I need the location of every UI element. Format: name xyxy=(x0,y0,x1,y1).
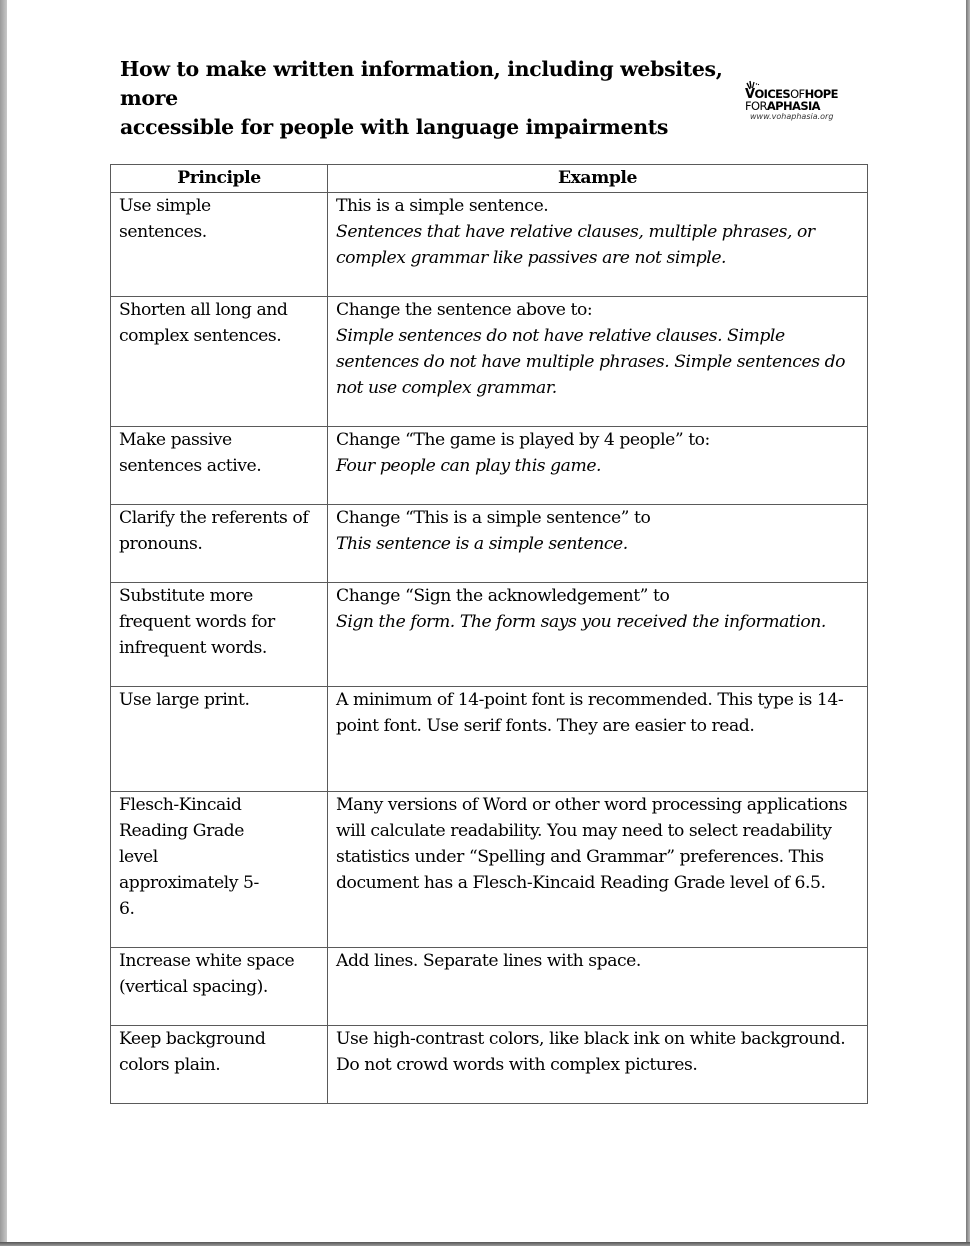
table-row xyxy=(111,1026,868,1104)
table-row xyxy=(111,193,868,297)
example-italic-text: Sign the form. The form says you received the information. xyxy=(336,612,826,632)
table-row xyxy=(111,792,868,948)
column-header-example: Example xyxy=(328,165,868,193)
example-plain-text: A minimum of 14-point font is recommended. This type is 14-point font. Use serif fonts. They are easier to read. xyxy=(336,690,844,736)
example-plain-text: This is a simple sentence. xyxy=(336,196,549,216)
example-cell xyxy=(328,193,868,297)
example-plain-text: Change “The game is played by 4 people” to: xyxy=(336,430,710,450)
table-row xyxy=(111,427,868,505)
principle-cell: Shorten all long and complex sentences. xyxy=(111,297,328,427)
principle-cell: Clarify the referents of pronouns. xyxy=(111,505,328,583)
example-cell xyxy=(328,1026,868,1104)
principle-cell: Flesch-Kincaid Reading Grade level approximately 5-6. xyxy=(111,792,328,948)
page-title xyxy=(120,55,760,142)
example-italic-text: Four people can play this game. xyxy=(336,456,602,476)
example-italic-text: Simple sentences do not have relative clauses. Simple sentences do not have multiple phrases. Simple sentences do not use complex grammar. xyxy=(336,326,846,398)
table-row xyxy=(111,297,868,427)
table-row xyxy=(111,687,868,792)
example-italic-text: This sentence is a simple sentence. xyxy=(336,534,628,554)
logo-line-2: FORAPHASIA xyxy=(745,99,820,113)
example-italic-text: Sentences that have relative clauses, multiple phrases, or complex grammar like passives are not simple. xyxy=(336,222,815,268)
example-cell xyxy=(328,687,868,792)
example-cell xyxy=(328,792,868,948)
page-bottom-edge xyxy=(0,1242,970,1246)
principle-cell: Increase white space (vertical spacing). xyxy=(111,948,328,1026)
example-plain-text: Change “This is a simple sentence” to xyxy=(336,508,651,528)
example-cell xyxy=(328,297,868,427)
example-plain-text: Change “Sign the acknowledgement” to xyxy=(336,586,670,606)
column-header-principle: Principle xyxy=(111,165,328,193)
principles-table xyxy=(110,164,868,1104)
title-line-1: How to make written information, including websites, more xyxy=(120,57,723,110)
example-plain-text: Add lines. Separate lines with space. xyxy=(336,951,641,971)
logo-line-1: VOICESOFHOPE xyxy=(745,87,838,102)
logo-url: www.vohaphasia.org xyxy=(750,112,834,121)
principle-cell: Use large print. xyxy=(111,687,328,792)
example-cell xyxy=(328,583,868,687)
title-line-2: accessible for people with language impairments xyxy=(120,115,669,139)
table-header-row xyxy=(111,165,868,193)
table-row xyxy=(111,505,868,583)
example-plain-text: Change the sentence above to: xyxy=(336,300,593,320)
example-plain-text: Use high-contrast colors, like black ink on white background. Do not crowd words with complex pictures. xyxy=(336,1029,846,1075)
page-left-edge xyxy=(0,0,7,1246)
example-cell xyxy=(328,948,868,1026)
example-cell xyxy=(328,427,868,505)
page-right-edge xyxy=(966,0,970,1246)
principle-cell: Keep background colors plain. xyxy=(111,1026,328,1104)
principle-cell: Use simple sentences. xyxy=(111,193,328,297)
table-row xyxy=(111,948,868,1026)
example-cell xyxy=(328,505,868,583)
table-row xyxy=(111,583,868,687)
voices-of-hope-logo xyxy=(745,80,865,130)
principle-cell: Substitute more frequent words for infrequent words. xyxy=(111,583,328,687)
principle-cell: Make passive sentences active. xyxy=(111,427,328,505)
example-plain-text: Many versions of Word or other word processing applications will calculate readability. You may need to select readability statistics under “Spelling and Grammar” preferences. This document has a Flesch-Kincaid Reading Grade level of 6.5. xyxy=(336,795,848,893)
